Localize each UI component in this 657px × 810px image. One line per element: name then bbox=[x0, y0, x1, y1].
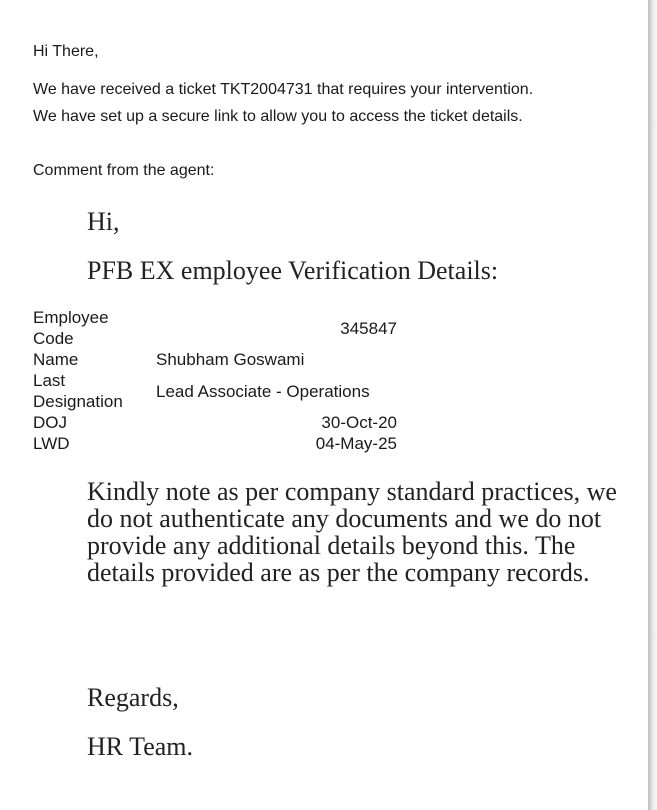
comment-label: Comment from the agent: bbox=[33, 162, 215, 179]
comment-heading: PFB EX employee Verification Details: bbox=[87, 256, 499, 285]
table-row bbox=[33, 412, 413, 433]
lwd-label: LWD bbox=[33, 434, 70, 453]
table-row bbox=[33, 433, 413, 454]
employee-details-table bbox=[33, 307, 413, 454]
intro-line-1: We have received a ticket TKT2004731 that requires your intervention. bbox=[33, 81, 534, 98]
greeting-text: Hi There, bbox=[33, 43, 99, 60]
name-value: Shubham Goswami bbox=[156, 350, 305, 369]
table-row bbox=[33, 307, 413, 349]
comment-greeting: Hi, bbox=[87, 207, 120, 236]
table-row bbox=[33, 349, 413, 370]
table-row bbox=[33, 370, 413, 412]
intro-line-2: We have set up a secure link to allow you to access the ticket details. bbox=[33, 108, 523, 125]
regards-text: Regards, bbox=[87, 683, 179, 712]
designation-value: Lead Associate - Operations bbox=[156, 382, 370, 401]
window-edge bbox=[648, 0, 657, 810]
doj-label: DOJ bbox=[33, 413, 67, 432]
designation-label: Last Designation bbox=[33, 371, 123, 411]
doj-value: 30-Oct-20 bbox=[321, 413, 397, 432]
disclaimer-note: Kindly note as per company standard practices, we do not authenticate any documents and we do not provide any additional details beyond this. The details provided are as per the company records. bbox=[87, 477, 617, 587]
lwd-value: 04-May-25 bbox=[315, 434, 397, 453]
signature-text: HR Team. bbox=[87, 732, 194, 761]
employee-code-label: Employee Code bbox=[33, 308, 109, 348]
name-label: Name bbox=[33, 350, 79, 369]
employee-code-value: 345847 bbox=[340, 319, 397, 338]
